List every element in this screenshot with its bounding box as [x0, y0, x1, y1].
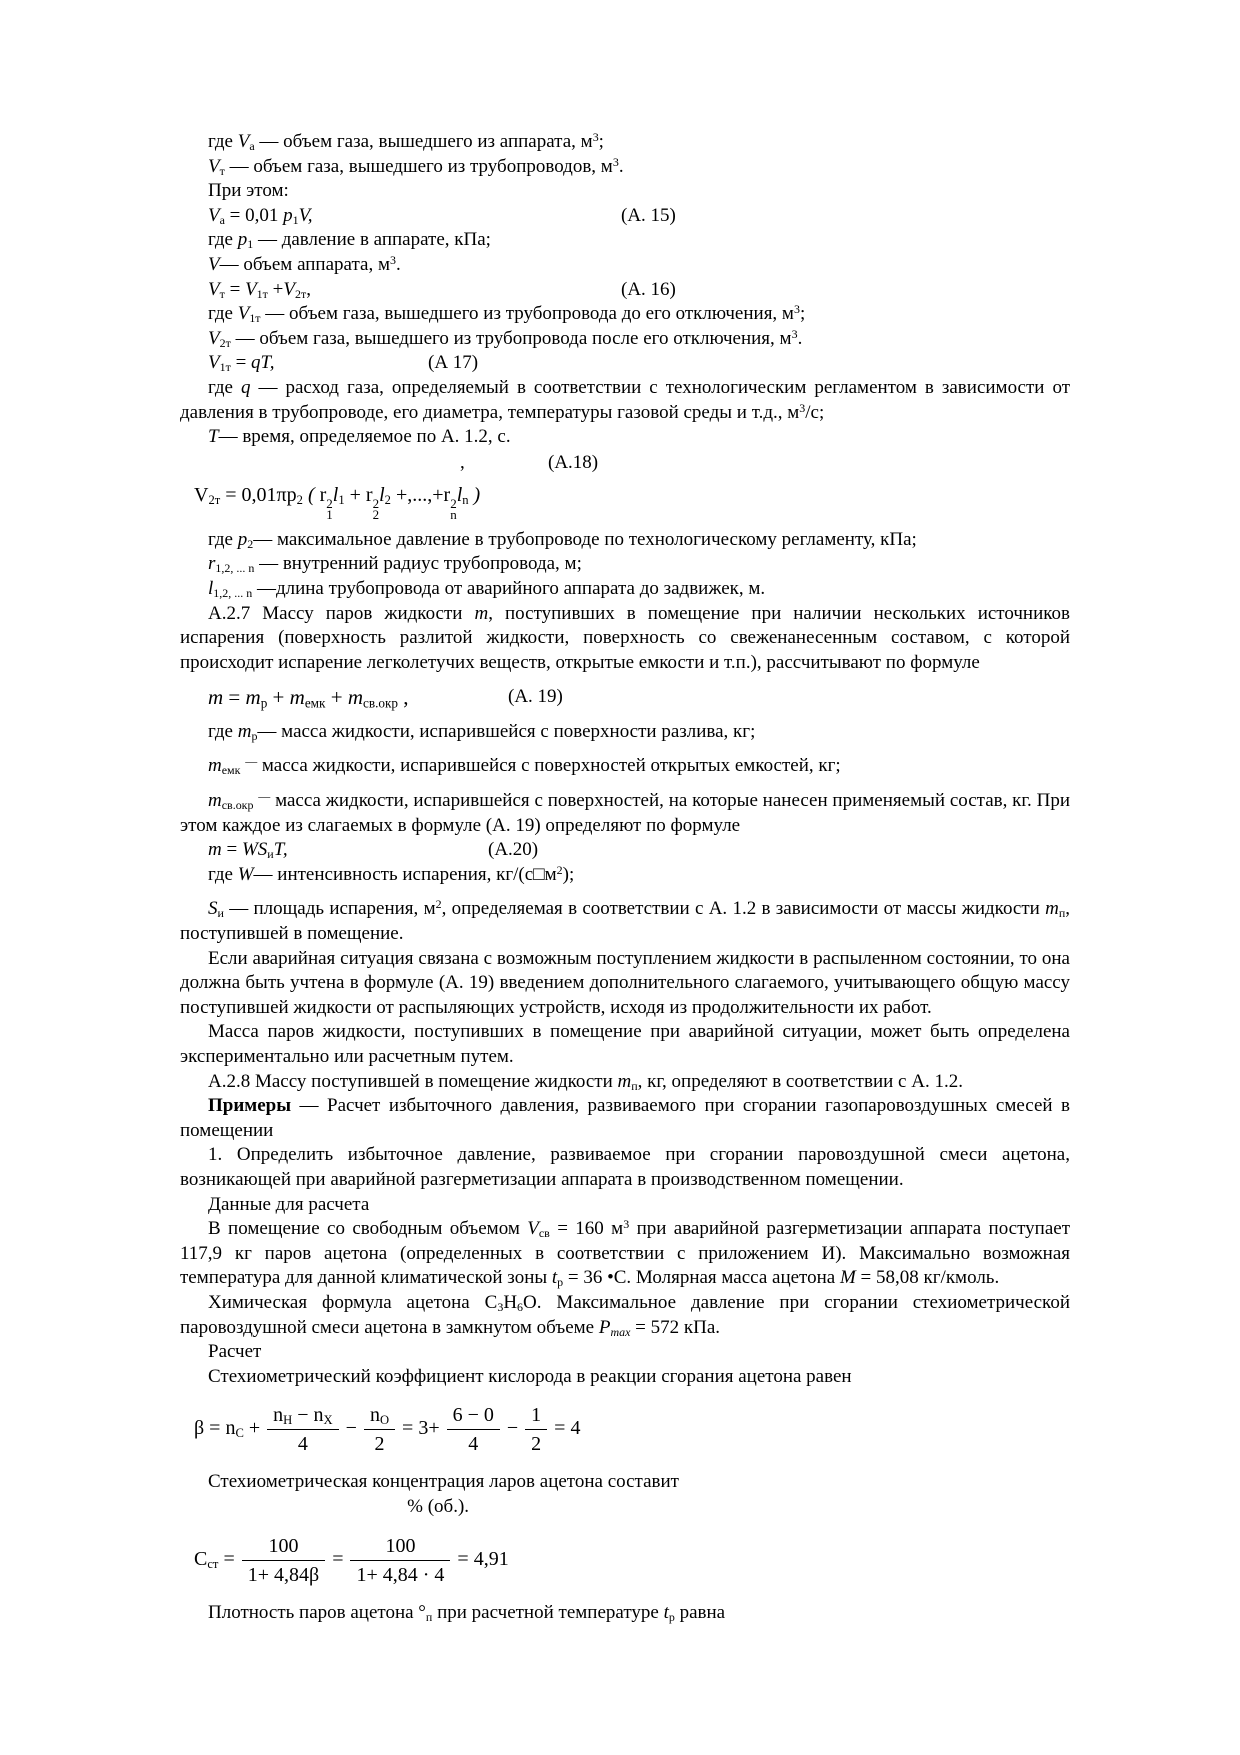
- line-stehkoef: Стехиометрический коэффициент кислорода в реакции сгорания ацетона равен: [208, 1365, 852, 1387]
- line-stehkonc: Стехиометрическая концентрация ларов ацетона составит: [208, 1471, 679, 1493]
- formula-a16-label: (А. 16): [621, 278, 676, 300]
- para-msvokr-def: $m_{св.окр}$ — масса жидкости, испарившейся с поверхностей, на которые нанесен применяемый состав, кг. При этом каждое из слагаемых в формуле (А. 19) определяют по формуле: [180, 789, 1071, 836]
- line-mr-def: где $m_р—$ масса жидкости, испарившейся с поверхности разлива, кг;: [208, 720, 756, 743]
- para-esli: Если аварийная ситуация связана с возможным поступлением жидкости в распыленном состоянии, то она должна быть учтена в формуле (А. 19) введением дополнительного слагаемого, учитывающего общую массу поступившей жидкости от распыляющих устройств, исходя из продолжительности их работ.: [180, 947, 1070, 1018]
- para-a27: А.2.7 Массу паров жидкости m, поступивших в помещение при наличии нескольких источников испарения (поверхность разлитой жидкости, поверхность со свеженанесенным составом, с которой происходит испарение легколетучих веществ, открытые емкости и т.п.), рассчитывают по формуле: [180, 602, 1071, 673]
- formula-a19: $m = m_р + m_{емк} + m_{св.окр}$ , (А. 19): [208, 685, 563, 711]
- line-ob: % (об.).: [407, 1495, 470, 1517]
- line-p2-def: где $p_2—$ максимальное давление в трубопроводе по технологическому регламенту, кПа;: [208, 528, 917, 551]
- para-si-def: $S_и$ — площадь испарения, $м^2$, определяемая в соответствии с А. 1.2 в зависимости от массы жидкости $m_п$, поступившей в помещение.: [180, 897, 1070, 945]
- line-plotnost: Плотность паров ацетона $^\circ_п$ при расчетной температуре $t_р$ равна: [208, 1601, 726, 1624]
- formula-cst: $C_{ст}$ = $\frac{100}{1+ 4,84\beta}$ = $\frac{100}{1+ 4,84 \cdot 4}$ = 4,91: [194, 1534, 509, 1586]
- line-l-def: $l_{1,2, ... n}$ —длина трубопровода от аварийного аппарата до задвижек, м.: [208, 577, 766, 600]
- line-pri-etom: При этом:: [208, 180, 289, 202]
- formula-a17: $V_{1т}$ = qT, (А 17): [208, 352, 479, 375]
- formula-a16: $V_т = V_{1т} +V_{2т}$, (А. 16): [208, 278, 676, 301]
- para-q-def: где q — расход газа, определяемый в соответствии с технологическим регламентом в зависимости от давления в трубопроводе, его диаметра, температуры газовой среды и т.д., $м^3/с$;: [180, 376, 1070, 423]
- formula-a18-label: (А.18): [548, 451, 599, 473]
- line-dannye: Данные для расчета: [208, 1193, 370, 1215]
- formula-a18-row1: [180, 452, 1070, 478]
- line-v1t-def: где $V_{1т}$ — объем газа, вышедшего из трубопровода до его отключения, $м^3$;: [208, 302, 806, 326]
- para-primery: Примеры — Расчет избыточного давления, развиваемого при сгорании газопаровоздушных смесей в помещении: [180, 1095, 1070, 1141]
- document-body: [180, 130, 1070, 1625]
- line-memk-def: $m_{емк}$ — масса жидкости, испарившейся с поверхностей открытых емкостей, кг;: [208, 754, 841, 778]
- formula-a15: $V_а = 0,01$ $p_1V$, (А. 15): [208, 204, 676, 227]
- formula-a18-expression: $V_{2т} = 0,01\pi p_2$ ( r 2 1 $l_1 + r$ 2 2 $l_2 +,...,+r$ 2 n $l_n$ ): [194, 483, 481, 522]
- para-massa: Масса паров жидкости, поступивших в помещение при аварийной ситуации, может быть определена экспериментально или расчетным путем.: [180, 1021, 1070, 1067]
- formula-a18: [180, 452, 1070, 520]
- formula-a20: $m = WS_иT$, (А.20): [208, 839, 539, 862]
- line-vt-def: $V_т$ — объем газа, вышедшего из трубопроводов, $м^3$.: [208, 154, 624, 178]
- para-example1: 1. Определить избыточное давление, развиваемое при сгорании паровоздушной смеси ацетона, возникающей при аварийной разгерметизации аппарата в производственном помещении.: [180, 1144, 1070, 1190]
- formula-a20-label: (А.20): [488, 839, 539, 861]
- line-v-def: V— объем аппарата, $м^3$.: [208, 252, 401, 275]
- para-a28: А.2.8 Массу поступившей в помещение жидкости $m_п$, кг, определяют в соответствии с А. 1.2.: [208, 1070, 963, 1093]
- formula-a19-label: (А. 19): [508, 686, 563, 708]
- line-r-def: $r_{1,2, ... n}$ — внутренний радиус трубопровода, м;: [208, 553, 582, 576]
- para-him: Химическая формула ацетона $C_3H_6O$. Максимальное давление при сгорании стехиометрической паровоздушной смеси ацетона в замкнутом объеме $Р_{max} = 572$ кПа.: [180, 1291, 1070, 1339]
- formula-beta: $\beta = n_C$ + $\frac{n_H - n_X}{4}$ − $\frac{n_O}{2}$ = 3+ $\frac{6 - 0}{4}$ − $\frac{1}{2}$ = 4: [194, 1404, 581, 1456]
- line-w-def: где W— интенсивность испарения, $кг/(с□м^2)$;: [208, 862, 575, 885]
- formula-a18-comma: ,: [460, 451, 465, 473]
- line-v2t-def: $V_{2т}$ — объем газа, вышедшего из трубопровода после его отключения, $м^3$.: [208, 326, 803, 350]
- line-va-def: где $V_а$ — объем газа, вышедшего из аппарата, $м^3$;: [208, 130, 604, 153]
- formula-a15-label: (А. 15): [621, 204, 676, 226]
- line-t-def: Т— время, определяемое по А. 1.2, с.: [208, 426, 511, 448]
- para-pomeshenie: В помещение со свободным объемом $V_{св} = 160$ $м^3$ при аварийной разгерметизации аппарата поступает 117,9 кг паров ацетона (определенных в соответствии с приложением И). Максимально возможная температура для данной климатической зоны $t_р = 36$ •С. Молярная масса ацетона M = 58,08 кг/кмоль.: [180, 1217, 1070, 1290]
- line-p1-def: где $p_1$ — давление в аппарате, кПа;: [208, 229, 491, 252]
- formula-a17-label: (А 17): [428, 352, 479, 374]
- line-raschet: Расчет: [208, 1341, 262, 1363]
